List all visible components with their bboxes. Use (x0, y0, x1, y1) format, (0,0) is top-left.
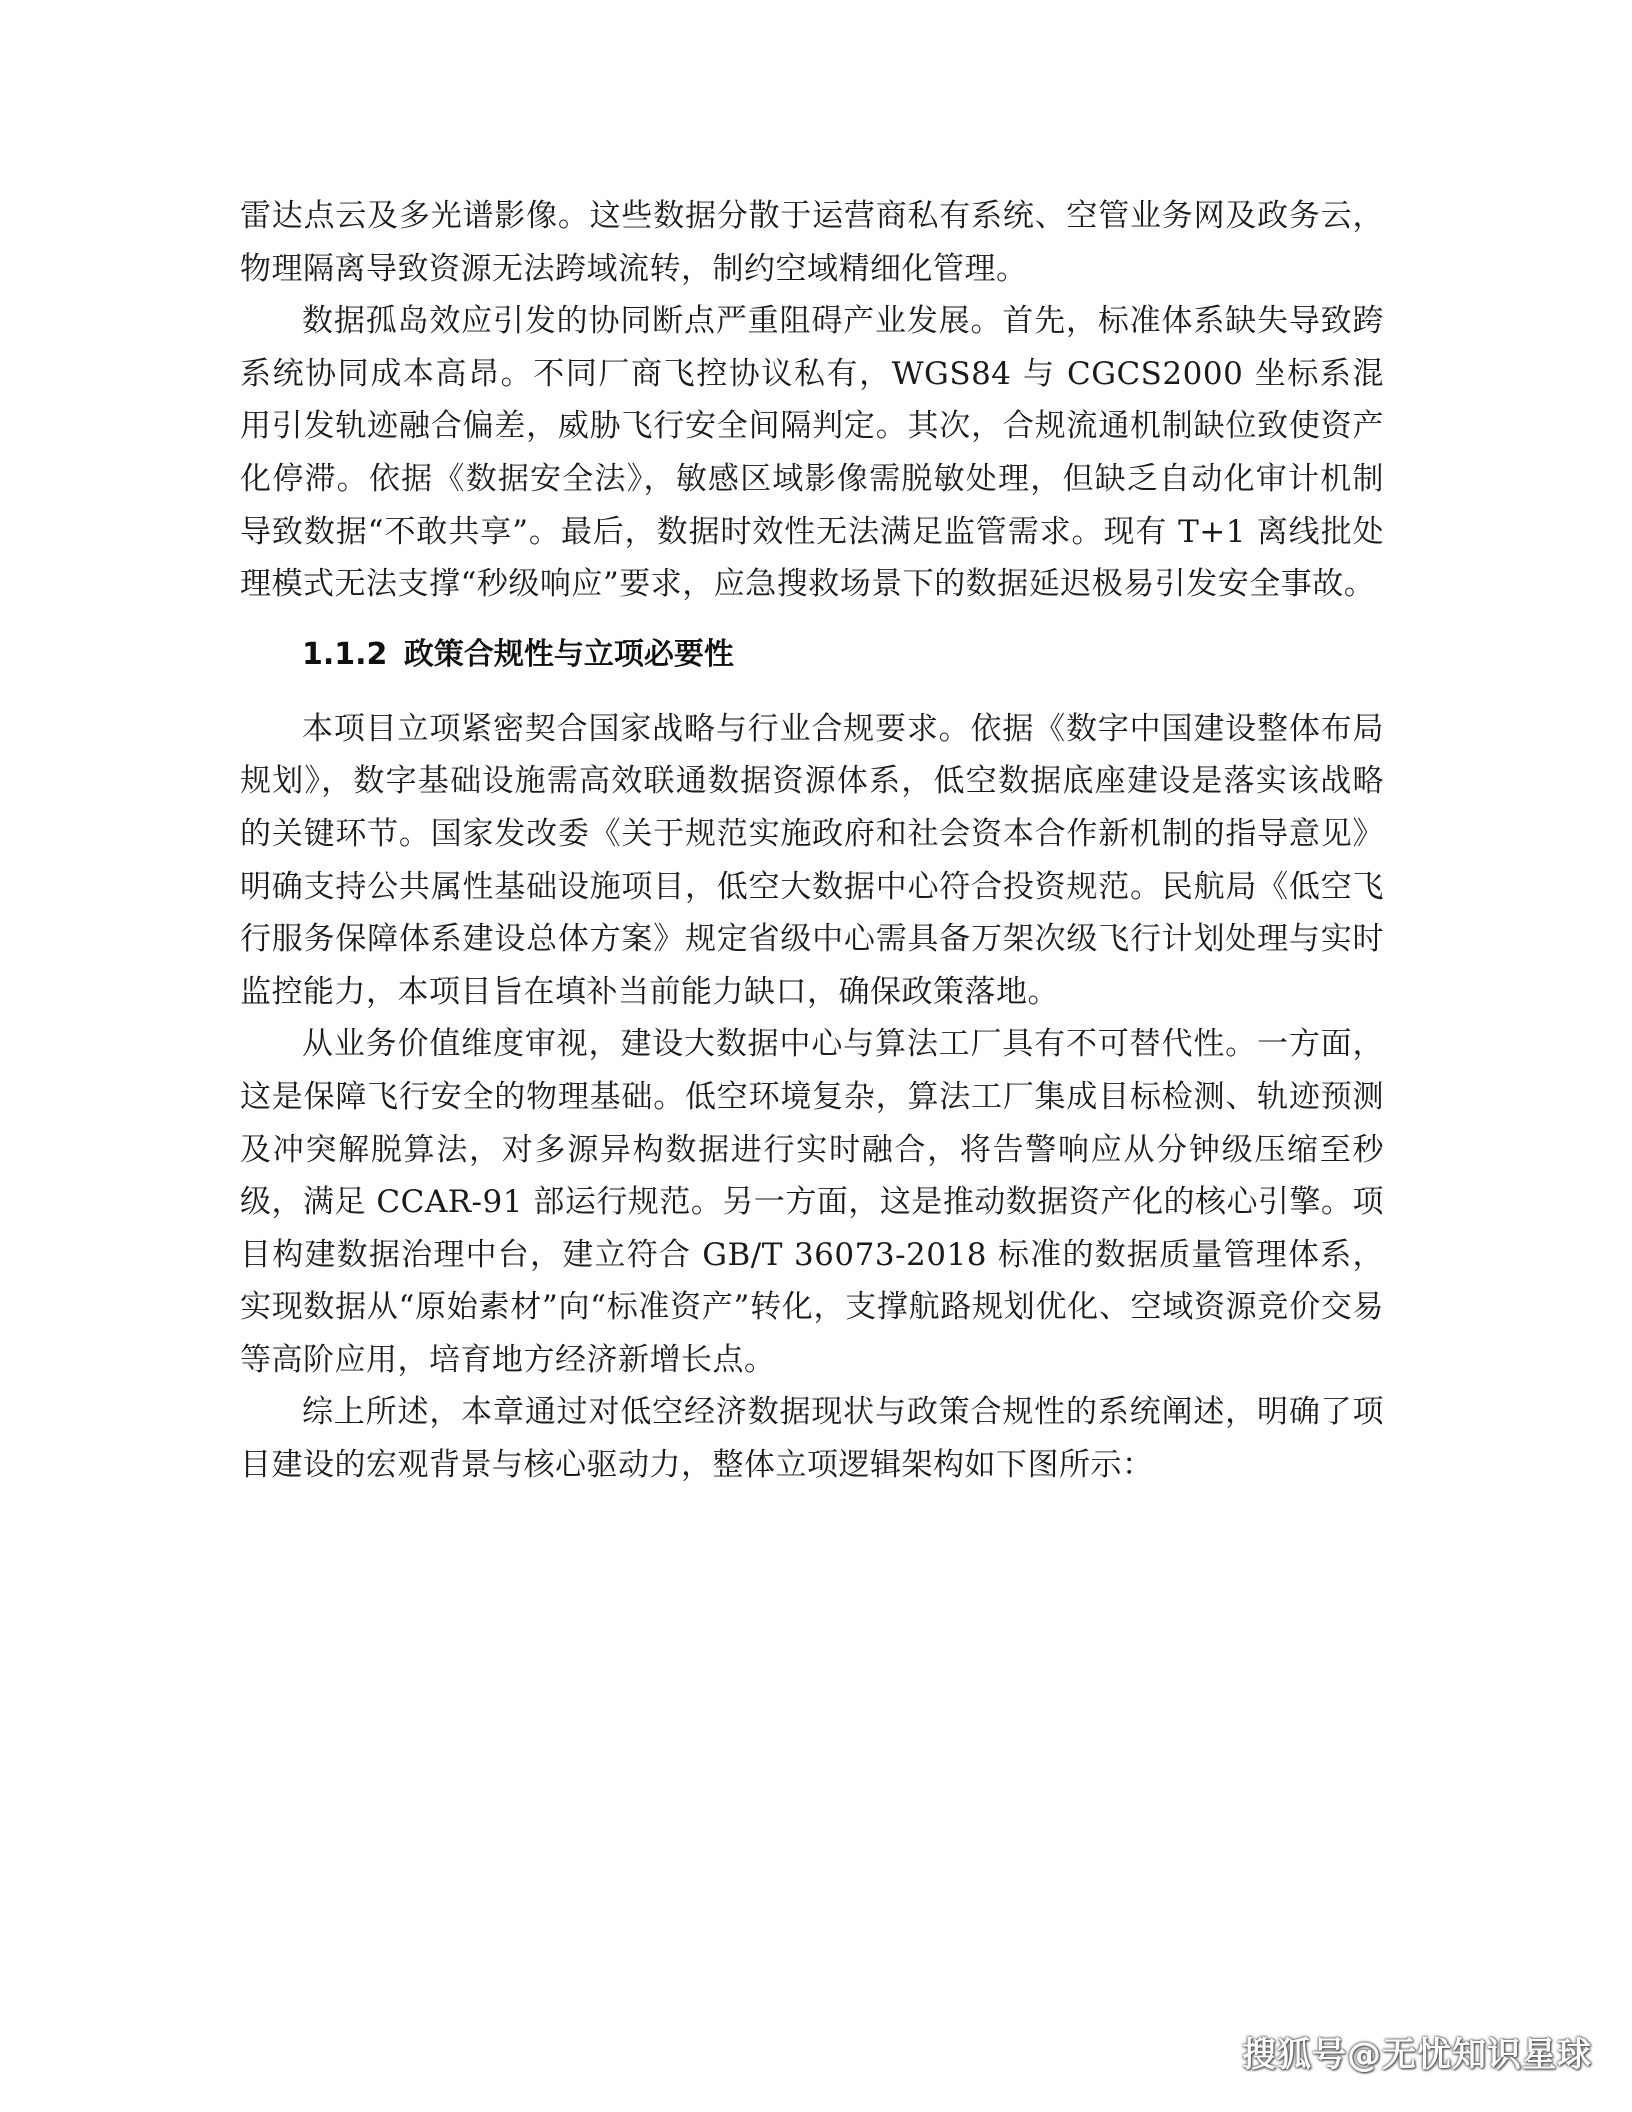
watermark: 搜狐号@无忧知识星球 (1242, 2035, 1592, 2075)
section-title: 政策合规性与立项必要性 (403, 636, 734, 672)
section-number: 1.1.2 (302, 636, 388, 672)
paragraph-data-silo: 数据孤岛效应引发的协同断点严重阻碍产业发展。首先，标准体系缺失导致跨系统协同成本高昂。不同厂商飞控协议私有，WGS84 与 CGCS2000 坐标系混用引发轨迹融合偏差，威胁飞行安全间隔判定。其次，合规流通机制缺位致使资产化停滞。依据《数据安全法》，敏感区域影像需脱敏处理，但缺乏自动化审计机制导致数据“不敢共享”。最后，数据时效性无法满足监管需求。现有 T+1 离线批处理模式无法支撑“秒级响应”要求，应急搜救场景下的数据延迟极易引发安全事故。 (240, 303, 1384, 603)
section-heading (302, 629, 1384, 681)
paragraph-business-value: 从业务价值维度审视，建设大数据中心与算法工厂具有不可替代性。一方面，这是保障飞行安全的物理基础。低空环境复杂，算法工厂集成目标检测、轨迹预测及冲突解脱算法，对多源异构数据进行实时融合，将告警响应从分钟级压缩至秒级，满足 CCAR-91 部运行规范。另一方面，这是推动数据资产化的核心引擎。项目构建数据治理中台，建立符合 GB/T 36073-2018 标准的数据质量管理体系，实现数据从“原始素材”向“标准资产”转化，支撑航路规划优化、空域资源竞价交易等高阶应用，培育地方经济新增长点。 (240, 1026, 1384, 1378)
paragraph-summary: 综上所述，本章通过对低空经济数据现状与政策合规性的系统阐述，明确了项目建设的宏观背景与核心驱动力，整体立项逻辑架构如下图所示： (240, 1394, 1384, 1484)
paragraph-policy: 本项目立项紧密契合国家战略与行业合规要求。依据《数字中国建设整体布局规划》，数字基础设施需高效联通数据资源体系，低空数据底座建设是落实该战略的关键环节。国家发改委《关于规范实施政府和社会资本合作新机制的指导意见》明确支持公共属性基础设施项目，低空大数据中心符合投资规范。民航局《低空飞行服务保障体系建设总体方案》规定省级中心需具备万架次级飞行计划处理与实时监控能力，本项目旨在填补当前能力缺口，确保政策落地。 (240, 710, 1384, 1010)
document-body (240, 190, 1384, 1492)
paragraph-continued: 雷达点云及多光谱影像。这些数据分散于运营商私有系统、空管业务网及政务云，物理隔离导致资源无法跨域流转，制约空域精细化管理。 (240, 198, 1384, 287)
